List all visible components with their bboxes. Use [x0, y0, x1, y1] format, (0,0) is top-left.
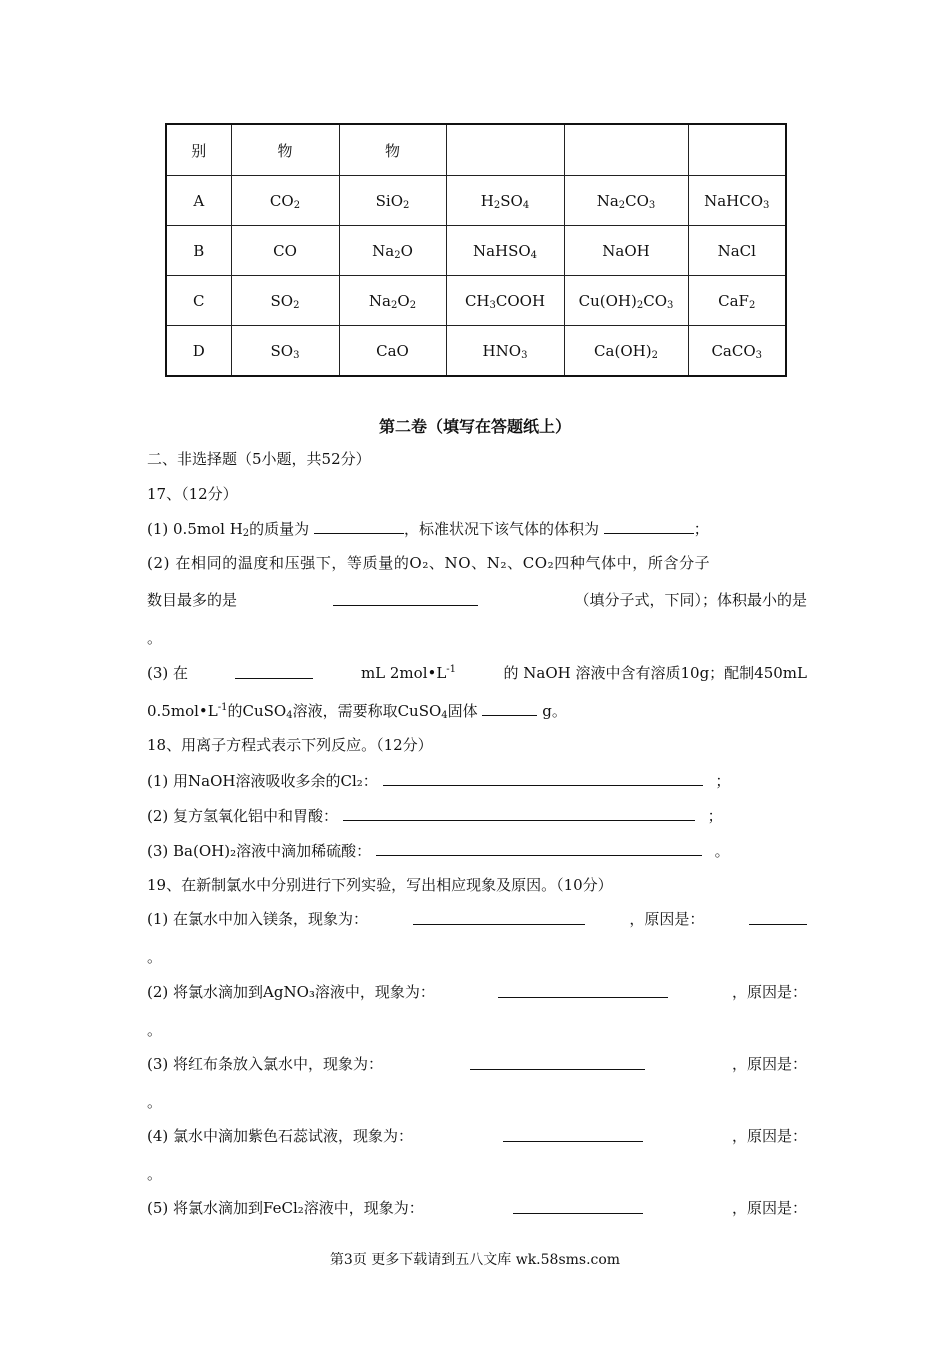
table-row: [166, 176, 786, 226]
q17-text: 0.5mol•L: [147, 702, 218, 720]
table-cell: [446, 124, 564, 176]
q17-text: 溶液，需要称取CuSO: [292, 702, 442, 720]
q17-text: 数目最多的是: [147, 591, 238, 609]
q18-line1: [147, 770, 807, 791]
page-footer: 第3页 更多下载请到五八文库 wk.58sms.com: [329, 1252, 621, 1268]
q19-text: (4) 氯水中滴加紫色石蕊试液，现象为：: [147, 1127, 414, 1145]
q18-text: 。: [714, 842, 730, 860]
answer-blank[interactable]: [333, 590, 478, 606]
table-cell: 物: [231, 124, 339, 176]
table-cell: [564, 124, 688, 176]
section-title: 第二卷（填写在答题纸上）: [378, 417, 571, 436]
q17-line1: (1) 0.5mol $H_2$的质量为 ，标准状况下该气体的体积为 ；: [147, 520, 709, 539]
q19-item5: [147, 1198, 807, 1218]
table-cell: $CH_3COOH$: [446, 276, 564, 326]
part2-heading: 二、非选择题（5小题，共52分）: [147, 450, 371, 468]
answer-blank[interactable]: [383, 770, 703, 786]
q17-text: (3) 在: [147, 664, 189, 682]
q18-text: (1) 用NaOH溶液吸收多余的Cl₂：: [147, 772, 378, 790]
classification-table: [165, 123, 787, 377]
table-cell: SiO$_2$: [339, 176, 446, 226]
table-cell: $CO_2$: [231, 176, 339, 226]
q18-text: ；: [715, 772, 731, 790]
q17-text: g。: [542, 702, 567, 720]
q19-text: ，原因是：: [731, 1055, 807, 1073]
table-cell: $Na_2CO_3$: [564, 176, 688, 226]
answer-blank[interactable]: [413, 909, 585, 925]
q19-item3: [147, 1054, 807, 1074]
table-cell: D: [166, 326, 231, 377]
q17-line6: $0.5mol•L^{-1}$的CuSO$_4$溶液，需要称取CuSO$_4$固体 g。: [147, 702, 567, 721]
q18-text: (3) Ba(OH)₂溶液中滴加稀硫酸：: [147, 842, 372, 860]
q19-item2: [147, 982, 807, 1002]
q19-item1: [147, 909, 807, 929]
q17-text: 的CuSO: [227, 702, 287, 720]
answer-blank[interactable]: [604, 518, 694, 534]
q18-line3: [147, 840, 807, 861]
table-cell: B: [166, 226, 231, 276]
q19-end: 。: [147, 1165, 163, 1183]
q17-heading: 17、（12分）: [147, 485, 238, 503]
q19-text: (3) 将红布条放入氯水中，现象为：: [147, 1055, 384, 1073]
table-cell: [688, 124, 786, 176]
table-cell: $Na_2O$: [339, 226, 446, 276]
q17-text: 固体: [447, 702, 478, 720]
table-cell: NaHSO$_4$: [446, 226, 564, 276]
table-cell: NaCl: [688, 226, 786, 276]
q17-line2: (2) 在相同的温度和压强下，等质量的O₂、NO、N₂、CO₂四种气体中，所含分子: [147, 554, 711, 572]
q17-text: （填分子式，下同）；体积最小的是: [574, 591, 807, 609]
q17-text: ；: [693, 520, 709, 538]
q17-text: (1) 0.5mol H: [147, 520, 243, 538]
q19-end: 。: [147, 948, 163, 966]
table-cell: $SO_3$: [231, 326, 339, 377]
table-cell: $Ca(OH)_2$: [564, 326, 688, 377]
answer-blank[interactable]: [513, 1198, 643, 1214]
answer-blank[interactable]: [498, 982, 668, 998]
q17-text: mL 2mol•L: [360, 664, 447, 682]
q18-text: ；: [707, 807, 723, 825]
q17-line4: 。: [147, 629, 163, 647]
table-cell: CaF$_2$: [688, 276, 786, 326]
q19-end: 。: [147, 1093, 163, 1111]
table-cell: A: [166, 176, 231, 226]
answer-blank[interactable]: [749, 909, 807, 925]
answer-blank[interactable]: [343, 805, 695, 821]
answer-blank[interactable]: [235, 663, 313, 679]
table-cell: NaHCO$_3$: [688, 176, 786, 226]
q19-text: ，原因是：: [731, 983, 807, 1001]
table-cell: 物: [339, 124, 446, 176]
table-cell: CO: [231, 226, 339, 276]
answer-blank[interactable]: [314, 518, 404, 534]
q19-text: ，原因是：: [629, 910, 705, 928]
q18-heading: 18、用离子方程式表示下列反应。（12分）: [147, 736, 433, 754]
q19-item4: [147, 1126, 807, 1146]
answer-blank[interactable]: [470, 1054, 645, 1070]
q19-end: 。: [147, 1021, 163, 1039]
table-header-row: [166, 124, 786, 176]
table-cell: C: [166, 276, 231, 326]
q19-text: (2) 将氯水滴加到AgNO₃溶液中，现象为：: [147, 983, 435, 1001]
q19-text: ，原因是：: [731, 1127, 807, 1145]
q18-line2: [147, 805, 807, 826]
q17-text: ，标准状况下该气体的体积为: [403, 520, 599, 538]
table-cell: CaCO$_3$: [688, 326, 786, 377]
table-row: [166, 276, 786, 326]
table-cell: $SO_2$: [231, 276, 339, 326]
q19-text: (1) 在氯水中加入镁条，现象为：: [147, 910, 369, 928]
q19-text: (5) 将氯水滴加到FeCl₂溶液中，现象为：: [147, 1199, 424, 1217]
q17-line5: (3) 在 mL $2mol•L^{-1}$ 的 NaOH 溶液中含有溶质10g；配制450mL: [147, 664, 807, 682]
table-cell: $Cu(OH)_2CO_3$: [564, 276, 688, 326]
q19-heading: 19、在新制氯水中分别进行下列实验，写出相应现象及原因。（10分）: [147, 876, 613, 894]
q17-line3: [147, 590, 807, 610]
q19-text: ，原因是：: [731, 1199, 807, 1217]
table-cell: CaO: [339, 326, 446, 377]
answer-blank[interactable]: [376, 840, 702, 856]
table-cell: NaOH: [564, 226, 688, 276]
q17-text: 的 NaOH 溶液中含有溶质10g；配制450mL: [503, 664, 807, 682]
table-cell: 别: [166, 124, 231, 176]
table-cell: $Na_2O_2$: [339, 276, 446, 326]
q18-text: (2) 复方氢氧化铝中和胃酸：: [147, 807, 339, 825]
answer-blank[interactable]: [482, 700, 537, 716]
table-row: [166, 326, 786, 377]
answer-blank[interactable]: [503, 1126, 643, 1142]
table-cell: $HNO_3$: [446, 326, 564, 377]
table-cell: $H_2SO_4$: [446, 176, 564, 226]
q17-text: 的质量为: [249, 520, 310, 538]
table-row: [166, 226, 786, 276]
